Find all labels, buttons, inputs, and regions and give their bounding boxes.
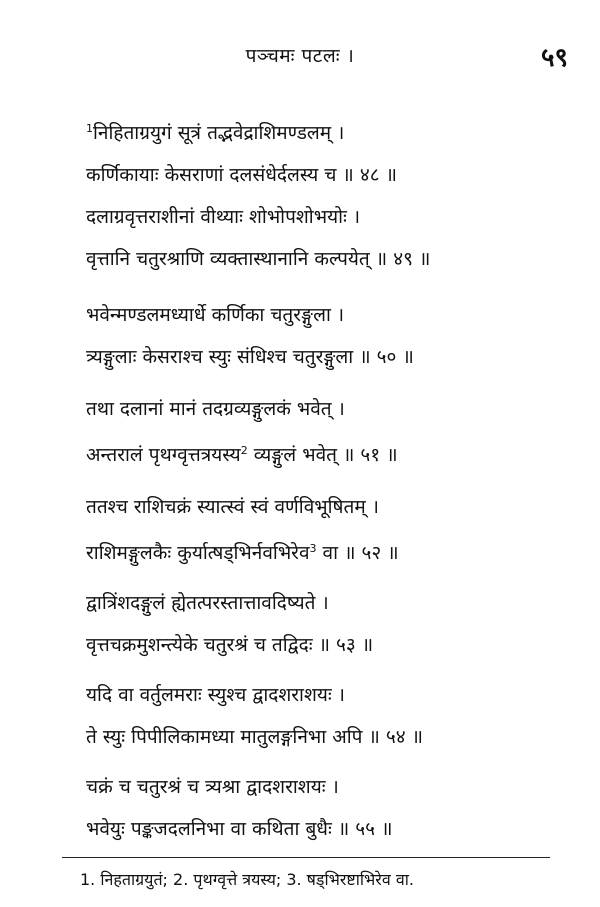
verse-line: भवेयुः पङ्कजदलनिभा वा कथिता बुधैः ॥ ५५ ॥ — [86, 818, 393, 840]
verse-line: ततश्च राशिचक्रं स्यात्स्वं स्वं वर्णविभूषितम् । — [86, 496, 379, 518]
footnote-marker: 1 — [86, 122, 93, 135]
verse-line: भवेन्मण्डलमध्यार्धे कर्णिका चतुरङ्गुला । — [86, 304, 345, 326]
verse-line: वृत्तानि चतुरश्राणि व्यक्तास्थानानि कल्पयेत् ॥ ४९ ॥ — [86, 248, 431, 270]
verse-line: चक्रं च चतुरश्रं च त्र्यश्रा द्वादशराशयः । — [86, 776, 339, 798]
verse-line: द्वात्रिंशदङ्गुलं ह्येतत्परस्तात्तावदिष्यते । — [86, 592, 329, 614]
verse-line: कर्णिकायाः केसराणां दलसंधेर्दलस्य च ॥ ४८ ॥ — [86, 164, 398, 186]
verse-line: ते स्युः पिपीलिकामध्या मातुलङ्गनिभा अपि ॥ ५४ ॥ — [86, 726, 424, 748]
verse-line: त्र्यङ्गुलाः केसराश्च स्युः संधिश्च चतुरङ्गुला ॥ ५० ॥ — [86, 346, 414, 368]
verse-line: वृत्तचक्रमुशन्त्येके चतुरश्रं च तद्विदः ॥ ५३ ॥ — [86, 634, 374, 656]
verse-line: $^1$निहिताग्रयुगं सूत्रं तद्भवेद्राशिमण्डलम् । — [86, 122, 345, 144]
page-header — [0, 42, 600, 82]
footnote-marker: 2 — [240, 444, 248, 457]
verse-52 — [86, 486, 566, 574]
verse-53 — [86, 582, 566, 666]
page-number: ५९ — [540, 43, 568, 73]
verse-line: यदि वा वर्तुलमराः स्युश्च द्वादशराशयः । — [86, 684, 345, 706]
verse-48 — [86, 108, 566, 196]
running-title: पञ्चमः पटलः । — [245, 45, 355, 67]
verse-54 — [86, 674, 566, 758]
verse-line: अन्तरालं पृथग्वृत्तत्रयस्य$^2$ व्यङ्गुलं भवेत् ॥ ५१ ॥ — [86, 444, 398, 466]
footnote-marker: 3 — [309, 542, 317, 555]
verse-49 — [86, 196, 566, 280]
verse-50 — [86, 294, 566, 378]
verse-line: तथा दलानां मानं तदग्रव्यङ्गुलकं भवेत् । — [86, 398, 345, 420]
verse-line: राशिमङ्गुलकैः कुर्यात्षड्भिर्नवभिरेव$^3$ वा ॥ ५२ ॥ — [86, 542, 399, 564]
verse-55 — [86, 766, 566, 850]
verse-51 — [86, 388, 566, 476]
footnotes: 1. निहताग्रयुतं; 2. पृथग्वृत्ते त्रयस्य; 3. षड्भिरष्टाभिरेव वा. — [80, 870, 414, 889]
verse-line: दलाग्रवृत्तराशीनां वीथ्याः शोभोपशोभयोः । — [86, 206, 361, 228]
footnote-divider — [62, 857, 550, 858]
